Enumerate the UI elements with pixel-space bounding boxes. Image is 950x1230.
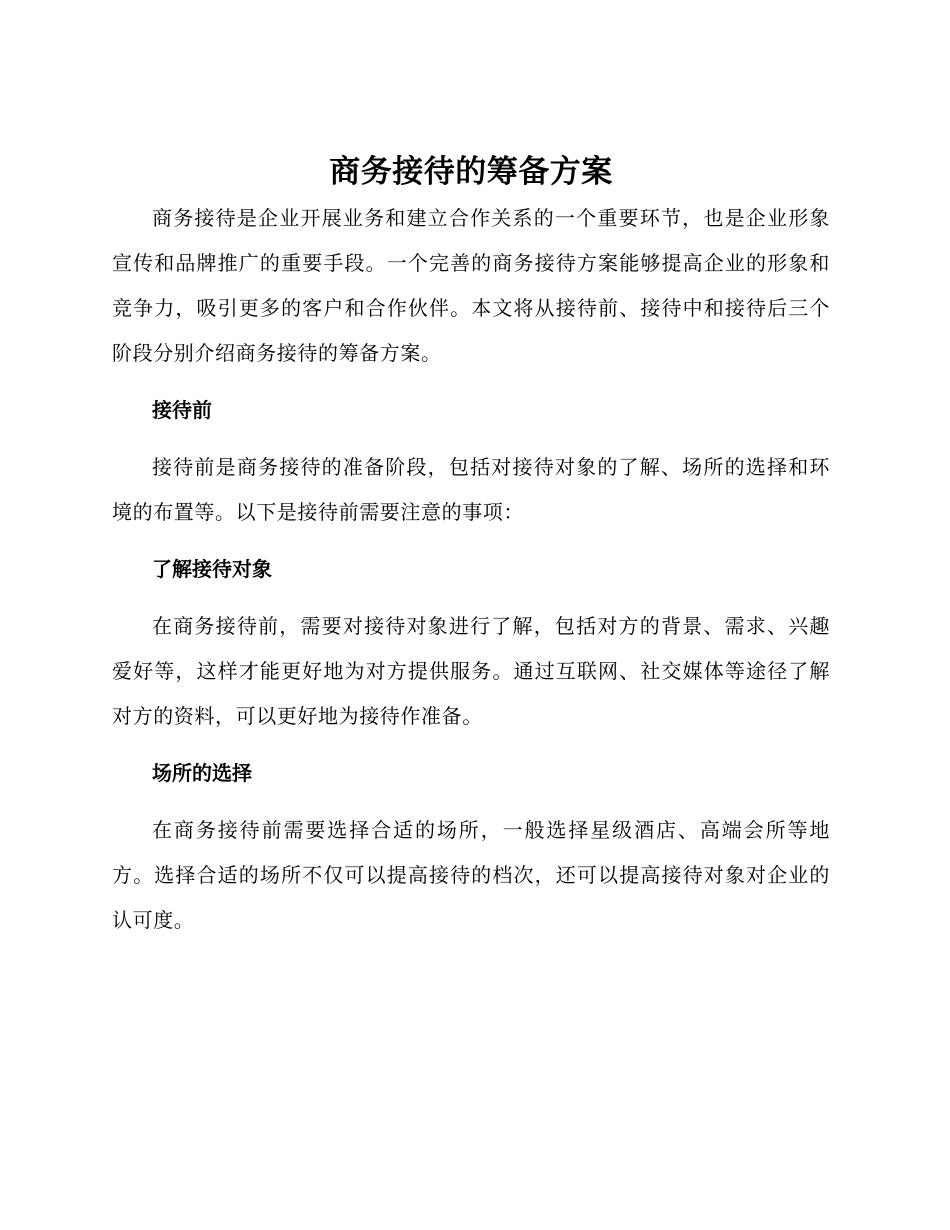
- intro-paragraph: 商务接待是企业开展业务和建立合作关系的一个重要环节，也是企业形象宣传和品牌推广的重要手段。一个完善的商务接待方案能够提高企业的形象和竞争力，吸引更多的客户和合作伙伴。本文将从接待前、接待中和接待后三个阶段分别介绍商务接待的筹备方案。: [112, 206, 830, 365]
- section-heading-before-reception: 接待前: [152, 398, 212, 422]
- section-heading-understand-guests: 了解接待对象: [152, 557, 272, 581]
- section-body-understand-guests: 在商务接待前，需要对接待对象进行了解，包括对方的背景、需求、兴趣爱好等，这样才能更好地为对方提供服务。通过互联网、社交媒体等途径了解对方的资料，可以更好地为接待作准备。: [112, 614, 830, 728]
- section-heading-venue-selection: 场所的选择: [152, 761, 252, 785]
- section-body-venue-selection: 在商务接待前需要选择合适的场所，一般选择星级酒店、高端会所等地方。选择合适的场所不仅可以提高接待的档次，还可以提高接待对象对企业的认可度。: [112, 818, 830, 932]
- document-page: [112, 150, 830, 943]
- section-body-before-reception: 接待前是商务接待的准备阶段，包括对接待对象的了解、场所的选择和环境的布置等。以下是接待前需要注意的事项：: [112, 455, 830, 524]
- document-title: 商务接待的筹备方案: [329, 154, 613, 190]
